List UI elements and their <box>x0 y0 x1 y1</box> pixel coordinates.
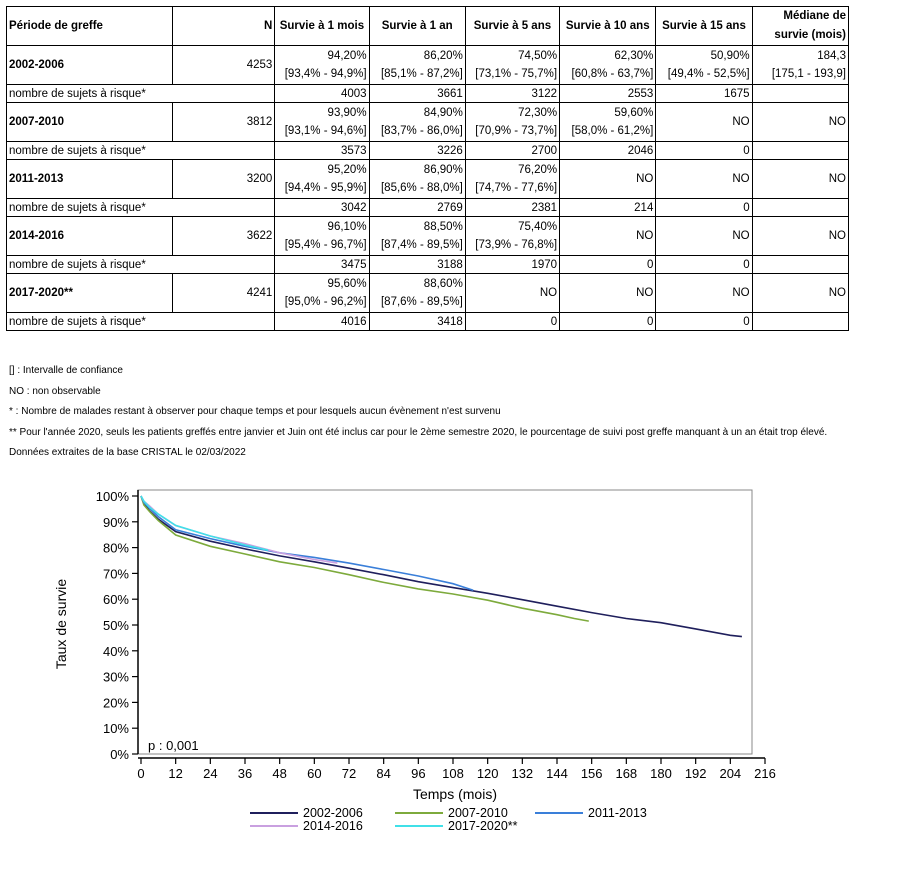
survival-value: NO <box>732 116 750 128</box>
y-tick-label: 10% <box>102 721 129 737</box>
cell-n: 3812 <box>173 103 275 142</box>
survival-value: NO <box>828 173 846 185</box>
y-tick-label: 40% <box>102 643 129 659</box>
cell-risk-count: 3661 <box>369 85 465 103</box>
x-tick-label: 72 <box>341 766 357 781</box>
cell-survival <box>369 46 465 85</box>
confidence-interval: [83,7% - 86,0%] <box>380 125 463 137</box>
table-row <box>7 160 849 199</box>
cell-survival <box>560 46 656 85</box>
survival-value: 50,90% <box>710 50 750 62</box>
series-line-2017-2020 <box>141 496 268 550</box>
y-tick-label: 70% <box>102 566 129 582</box>
cell-risk-count: 0 <box>656 256 752 274</box>
cell-risk-count: 0 <box>656 313 752 331</box>
footnote-risk: * : Nombre de malades restant à observer pour chaque temps et pour lesquels aucun évènement n'est survenu <box>9 406 501 417</box>
cell-risk-count: 0 <box>465 313 559 331</box>
footnote-2020: ** Pour l'année 2020, seuls les patients greffés entre janvier et Juin ont été inclus car pour le 2ème semestre 2020, le pourcentage de suivi post greffe manquant à un an était trop élevé. <box>9 426 828 438</box>
cell-survival <box>465 274 559 313</box>
x-tick-label: 120 <box>476 766 499 781</box>
header-n: N <box>173 7 275 46</box>
cell-survival <box>656 46 752 85</box>
header-median <box>752 7 848 46</box>
x-tick-label: 144 <box>546 766 568 781</box>
cell-survival <box>465 46 559 85</box>
x-tick-label: 12 <box>168 766 183 781</box>
cell-survival <box>560 160 656 199</box>
risk-row <box>7 85 849 103</box>
header-15-years: Survie à 15 ans <box>656 7 752 46</box>
survival-value: 96,10% <box>327 221 367 233</box>
survival-value: NO <box>636 230 654 242</box>
cell-risk-count: 0 <box>656 199 752 217</box>
cell-risk-count <box>752 85 848 103</box>
footnotes <box>9 361 827 464</box>
cell-survival <box>656 274 752 313</box>
header-1-month: Survie à 1 mois <box>275 7 369 46</box>
survival-value: 184,3 <box>817 50 846 62</box>
footnote-no: NO : non observable <box>9 385 101 397</box>
cell-survival <box>369 160 465 199</box>
cell-risk-count: 1675 <box>656 85 752 103</box>
survival-chart <box>0 470 900 874</box>
legend-label: 2017-2020** <box>448 819 518 833</box>
cell-risk-count: 0 <box>560 313 656 331</box>
x-tick-label: 48 <box>272 766 287 781</box>
survival-table <box>6 6 849 331</box>
cell-risk-label: nombre de sujets à risque* <box>7 313 275 331</box>
cell-survival <box>465 160 559 199</box>
x-tick-label: 24 <box>203 766 218 781</box>
risk-row <box>7 142 849 160</box>
header-1-year: Survie à 1 an <box>369 7 465 46</box>
confidence-interval: [74,7% - 77,6%] <box>475 182 558 194</box>
cell-survival <box>369 217 465 256</box>
cell-n: 4241 <box>173 274 275 313</box>
cell-survival <box>275 160 369 199</box>
cell-risk-count: 3042 <box>275 199 369 217</box>
cell-survival <box>560 217 656 256</box>
cell-risk-count <box>752 313 848 331</box>
series-line-2002-2006 <box>141 496 742 637</box>
legend-label: 2014-2016 <box>303 819 363 833</box>
y-tick-label: 80% <box>102 540 129 556</box>
x-tick-label: 108 <box>442 766 464 781</box>
header-median-line1: Médiane de <box>783 10 846 22</box>
confidence-interval: [60,8% - 63,7%] <box>571 68 654 80</box>
y-tick-label: 50% <box>102 618 129 633</box>
survival-value: 88,50% <box>423 221 463 233</box>
x-tick-label: 0 <box>137 766 145 781</box>
cell-survival <box>275 103 369 142</box>
footnote-ci: [] : Intervalle de confiance <box>9 365 123 376</box>
risk-row <box>7 313 849 331</box>
cell-survival <box>560 103 656 142</box>
cell-risk-label: nombre de sujets à risque* <box>7 199 275 217</box>
cell-survival <box>656 103 752 142</box>
survival-value: 88,60% <box>423 278 463 290</box>
y-tick-label: 20% <box>102 695 129 711</box>
cell-risk-count: 0 <box>560 256 656 274</box>
confidence-interval: [175,1 - 193,9] <box>771 68 846 80</box>
survival-value: 74,50% <box>518 50 558 62</box>
risk-row <box>7 199 849 217</box>
survival-value: 59,60% <box>614 107 654 119</box>
cell-n: 4253 <box>173 46 275 85</box>
x-tick-label: 36 <box>237 766 253 781</box>
survival-value: 95,20% <box>327 164 367 176</box>
cell-period: 2014-2016 <box>7 217 173 256</box>
cell-risk-count: 214 <box>560 199 656 217</box>
confidence-interval: [87,6% - 89,5%] <box>380 296 463 308</box>
survival-value: NO <box>732 287 750 299</box>
confidence-interval: [93,1% - 94,6%] <box>284 125 367 137</box>
cell-risk-label: nombre de sujets à risque* <box>7 256 275 274</box>
confidence-interval: [73,1% - 75,7%] <box>475 68 558 80</box>
confidence-interval: [95,0% - 96,2%] <box>284 296 367 308</box>
cell-risk-count: 4016 <box>275 313 369 331</box>
survival-value: 93,90% <box>327 107 367 119</box>
cell-survival <box>752 103 848 142</box>
cell-risk-count: 1970 <box>465 256 559 274</box>
cell-risk-count: 0 <box>656 142 752 160</box>
confidence-interval: [73,9% - 76,8%] <box>475 239 558 251</box>
cell-risk-count: 2700 <box>465 142 559 160</box>
table-row <box>7 103 849 142</box>
legend-label: 2002-2006 <box>303 806 363 820</box>
series-line-2007-2010 <box>141 496 589 621</box>
confidence-interval: [87,4% - 89,5%] <box>380 239 463 251</box>
cell-risk-count <box>752 256 848 274</box>
survival-value: NO <box>539 287 558 299</box>
y-tick-label: 60% <box>102 592 129 608</box>
x-tick-label: 216 <box>754 766 776 781</box>
survival-value: 84,90% <box>423 107 463 119</box>
cell-risk-count: 3475 <box>275 256 369 274</box>
header-10-years: Survie à 10 ans <box>560 7 656 46</box>
confidence-interval: [58,0% - 61,2%] <box>571 125 654 137</box>
cell-survival <box>369 274 465 313</box>
cell-risk-count: 2553 <box>560 85 656 103</box>
header-median-line2: survie (mois) <box>774 29 846 41</box>
cell-period: 2017-2020** <box>7 274 173 313</box>
cell-survival <box>275 217 369 256</box>
table-row <box>7 274 849 313</box>
cell-risk-count: 3188 <box>369 256 465 274</box>
confidence-interval: [85,6% - 88,0%] <box>380 182 463 194</box>
survival-value: NO <box>636 287 654 299</box>
cell-risk-count: 3573 <box>275 142 369 160</box>
y-tick-label: 100% <box>95 489 129 504</box>
x-tick-label: 204 <box>719 766 742 781</box>
cell-risk-count: 2769 <box>369 199 465 217</box>
cell-survival <box>752 217 848 256</box>
confidence-interval: [49,4% - 52,5%] <box>667 68 750 80</box>
y-tick-label: 0% <box>110 747 129 762</box>
cell-risk-label: nombre de sujets à risque* <box>7 85 275 103</box>
x-tick-label: 96 <box>411 766 426 781</box>
survival-value: 62,30% <box>614 50 654 62</box>
cell-survival <box>752 274 848 313</box>
cell-risk-count <box>752 199 848 217</box>
cell-risk-count: 4003 <box>275 85 369 103</box>
p-value-annotation: p : 0,001 <box>148 738 199 753</box>
header-period: Période de greffe <box>7 7 173 46</box>
cell-survival <box>369 103 465 142</box>
table-row <box>7 46 849 85</box>
legend-label: 2007-2010 <box>448 806 508 820</box>
survival-value: 86,90% <box>423 164 463 176</box>
cell-period: 2002-2006 <box>7 46 173 85</box>
survival-value: NO <box>732 230 750 242</box>
cell-survival <box>752 160 848 199</box>
y-tick-label: 30% <box>102 669 129 685</box>
x-tick-label: 60 <box>307 766 322 781</box>
cell-risk-count: 3418 <box>369 313 465 331</box>
y-tick-label: 90% <box>102 514 129 530</box>
x-tick-label: 168 <box>615 766 638 781</box>
cell-period: 2007-2010 <box>7 103 173 142</box>
x-tick-label: 84 <box>376 766 391 781</box>
series-line-2011-2013 <box>141 496 473 590</box>
survival-value: 86,20% <box>423 50 463 62</box>
survival-value: NO <box>828 287 846 299</box>
cell-survival <box>275 274 369 313</box>
cell-n: 3622 <box>173 217 275 256</box>
x-tick-label: 132 <box>511 766 534 781</box>
cell-survival <box>465 103 559 142</box>
legend-label: 2011-2013 <box>588 806 647 820</box>
survival-value: NO <box>828 230 846 242</box>
cell-risk-count: 3122 <box>465 85 559 103</box>
cell-risk-count: 3226 <box>369 142 465 160</box>
cell-risk-count <box>752 142 848 160</box>
x-tick-label: 180 <box>650 766 672 781</box>
survival-value: NO <box>828 116 846 128</box>
confidence-interval: [93,4% - 94,9%] <box>284 68 367 80</box>
table-row <box>7 217 849 256</box>
cell-n: 3200 <box>173 160 275 199</box>
cell-risk-label: nombre de sujets à risque* <box>7 142 275 160</box>
cell-survival <box>465 217 559 256</box>
x-tick-label: 192 <box>684 766 707 781</box>
survival-value: 94,20% <box>327 50 367 62</box>
cell-survival <box>275 46 369 85</box>
cell-survival <box>752 46 848 85</box>
confidence-interval: [85,1% - 87,2%] <box>380 68 463 80</box>
survival-value: 72,30% <box>518 107 558 119</box>
cell-survival <box>560 274 656 313</box>
cell-risk-count: 2046 <box>560 142 656 160</box>
table-header-row <box>7 7 849 46</box>
confidence-interval: [94,4% - 95,9%] <box>284 182 367 194</box>
confidence-interval: [70,9% - 73,7%] <box>475 125 558 137</box>
x-tick-label: 156 <box>580 766 603 781</box>
risk-row <box>7 256 849 274</box>
survival-value: NO <box>636 173 654 185</box>
cell-risk-count: 2381 <box>465 199 559 217</box>
cell-survival <box>656 160 752 199</box>
y-axis-label: Taux de survie <box>53 578 69 670</box>
x-axis-label: Temps (mois) <box>412 786 498 802</box>
survival-value: NO <box>732 173 750 185</box>
survival-value: 76,20% <box>518 164 558 176</box>
header-5-years: Survie à 5 ans <box>465 7 559 46</box>
cell-period: 2011-2013 <box>7 160 173 199</box>
cell-survival <box>656 217 752 256</box>
survival-value: 75,40% <box>518 221 558 233</box>
survival-value: 95,60% <box>327 278 367 290</box>
confidence-interval: [95,4% - 96,7%] <box>284 239 367 251</box>
footnote-source: Données extraites de la base CRISTAL le 02/03/2022 <box>9 447 246 458</box>
